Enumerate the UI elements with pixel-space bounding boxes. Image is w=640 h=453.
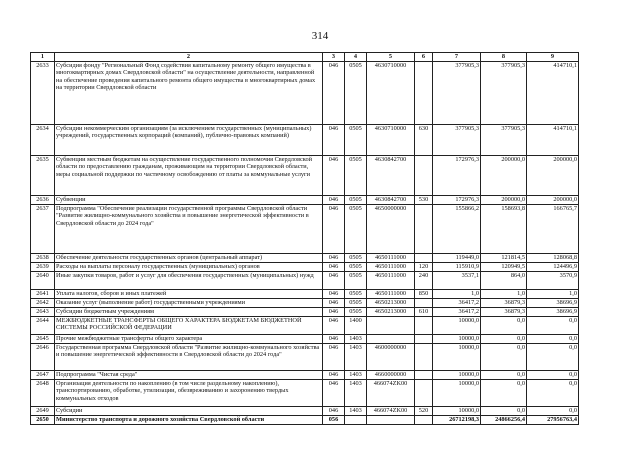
- code-cell: 850: [415, 289, 433, 298]
- row-number-cell: 2641: [31, 289, 55, 298]
- amount-cell: 3537,1: [433, 271, 481, 289]
- amount-cell: 38696,9: [527, 307, 579, 316]
- code-cell: 1403: [345, 343, 367, 370]
- amount-cell: 124496,9: [527, 262, 579, 271]
- code-cell: 4630710000: [367, 124, 415, 155]
- table-row: [31, 370, 579, 379]
- row-name-cell: Прочие межбюджетные трансферты общего характера: [55, 334, 323, 343]
- amount-cell: 38696,9: [527, 298, 579, 307]
- code-cell: 046: [323, 195, 345, 204]
- row-number-cell: 2633: [31, 61, 55, 124]
- amount-cell: 0,0: [481, 379, 527, 406]
- code-cell: 0505: [345, 262, 367, 271]
- table-row: [31, 253, 579, 262]
- code-cell: 4650111000: [367, 289, 415, 298]
- code-cell: 046: [323, 204, 345, 253]
- code-cell: [415, 370, 433, 379]
- table-body: [31, 61, 579, 424]
- row-number-cell: 2639: [31, 262, 55, 271]
- row-name-cell: Уплата налогов, сборов и иных платежей: [55, 289, 323, 298]
- code-cell: 4630842700: [367, 195, 415, 204]
- amount-cell: 36417,2: [433, 298, 481, 307]
- amount-cell: 0,0: [527, 379, 579, 406]
- code-cell: [415, 253, 433, 262]
- row-number-cell: 2650: [31, 415, 55, 424]
- code-cell: 4650111000: [367, 253, 415, 262]
- code-cell: 046: [323, 316, 345, 334]
- amount-cell: 200000,0: [527, 155, 579, 195]
- amount-cell: 0,0: [481, 334, 527, 343]
- amount-cell: 1,0: [433, 289, 481, 298]
- row-name-cell: Субсидия фонду "Региональный Фонд содействия капитальному ремонту общего имущества в многоквартирных домах Свердловской области" на осуществление деятельности, направленной на обеспечение проведения капитального ремонта общего имущества в многоквартирных домах на территории Свердловской области: [55, 61, 323, 124]
- code-cell: 0505: [345, 298, 367, 307]
- amount-cell: 0,0: [527, 343, 579, 370]
- code-cell: 046: [323, 298, 345, 307]
- code-cell: 046: [323, 271, 345, 289]
- row-number-cell: 2638: [31, 253, 55, 262]
- column-header: 5: [367, 53, 415, 62]
- code-cell: 0505: [345, 289, 367, 298]
- row-number-cell: 2636: [31, 195, 55, 204]
- code-cell: 4660000000: [367, 370, 415, 379]
- code-cell: [415, 316, 433, 334]
- code-cell: 1403: [345, 370, 367, 379]
- table-row: [31, 289, 579, 298]
- amount-cell: 10000,0: [433, 334, 481, 343]
- budget-table: [30, 52, 579, 425]
- row-name-cell: Иные закупки товаров, работ и услуг для обеспечения государственных (муниципальных) нужд: [55, 271, 323, 289]
- amount-cell: 377905,3: [481, 124, 527, 155]
- row-name-cell: Государственная программа Свердловской области "Развитие жилищно-коммунального хозяйства и повышение энергетической эффективности в Свердловской области до 2024 года": [55, 343, 323, 370]
- amount-cell: 414710,1: [527, 124, 579, 155]
- code-cell: 046: [323, 406, 345, 415]
- table-row: [31, 415, 579, 424]
- code-cell: 046: [323, 379, 345, 406]
- column-header: 3: [323, 53, 345, 62]
- table-row: [31, 343, 579, 370]
- row-number-cell: 2644: [31, 316, 55, 334]
- amount-cell: 10000,0: [433, 343, 481, 370]
- column-header: 7: [433, 53, 481, 62]
- code-cell: 056: [323, 415, 345, 424]
- row-number-cell: 2634: [31, 124, 55, 155]
- code-cell: 046: [323, 262, 345, 271]
- row-number-cell: 2635: [31, 155, 55, 195]
- amount-cell: 36417,2: [433, 307, 481, 316]
- amount-cell: 128068,8: [527, 253, 579, 262]
- code-cell: [415, 61, 433, 124]
- code-cell: [415, 298, 433, 307]
- code-cell: 0505: [345, 195, 367, 204]
- amount-cell: 200000,0: [481, 155, 527, 195]
- code-cell: 046: [323, 289, 345, 298]
- code-cell: 1400: [345, 316, 367, 334]
- row-number-cell: 2647: [31, 370, 55, 379]
- row-name-cell: МЕЖБЮДЖЕТНЫЕ ТРАНСФЕРТЫ ОБЩЕГО ХАРАКТЕРА БЮДЖЕТАМ БЮДЖЕТНОЙ СИСТЕМЫ РОССИЙСКОЙ ФЕДЕРАЦИИ: [55, 316, 323, 334]
- code-cell: 046: [323, 124, 345, 155]
- code-cell: 4650213000: [367, 307, 415, 316]
- code-cell: 0505: [345, 253, 367, 262]
- row-name-cell: Оказание услуг (выполнение работ) государственными учреждениями: [55, 298, 323, 307]
- code-cell: [367, 316, 415, 334]
- table-row: [31, 298, 579, 307]
- code-cell: 0505: [345, 204, 367, 253]
- table-row: [31, 379, 579, 406]
- code-cell: [367, 334, 415, 343]
- code-cell: 1403: [345, 334, 367, 343]
- table-row: [31, 316, 579, 334]
- header-row: [31, 53, 579, 62]
- amount-cell: 414710,1: [527, 61, 579, 124]
- code-cell: [415, 379, 433, 406]
- code-cell: 4650213000: [367, 298, 415, 307]
- amount-cell: 119449,0: [433, 253, 481, 262]
- row-name-cell: Министерство транспорта и дорожного хозяйства Свердловской области: [55, 415, 323, 424]
- table-row: [31, 271, 579, 289]
- amount-cell: 0,0: [527, 316, 579, 334]
- amount-cell: 120949,5: [481, 262, 527, 271]
- amount-cell: 0,0: [527, 334, 579, 343]
- amount-cell: 1,0: [527, 289, 579, 298]
- amount-cell: 0,0: [481, 316, 527, 334]
- amount-cell: 10000,0: [433, 316, 481, 334]
- amount-cell: 121814,5: [481, 253, 527, 262]
- code-cell: 4650111000: [367, 262, 415, 271]
- code-cell: [415, 343, 433, 370]
- table-row: [31, 124, 579, 155]
- amount-cell: 27956763,4: [527, 415, 579, 424]
- table-row: [31, 406, 579, 415]
- column-header: 2: [55, 53, 323, 62]
- amount-cell: 158693,8: [481, 204, 527, 253]
- code-cell: 466074ZK00: [367, 379, 415, 406]
- code-cell: 046: [323, 61, 345, 124]
- code-cell: 530: [415, 195, 433, 204]
- row-number-cell: 2640: [31, 271, 55, 289]
- table-row: [31, 334, 579, 343]
- row-number-cell: 2649: [31, 406, 55, 415]
- code-cell: [345, 415, 367, 424]
- amount-cell: 0,0: [527, 406, 579, 415]
- code-cell: 610: [415, 307, 433, 316]
- amount-cell: 864,0: [481, 271, 527, 289]
- code-cell: 0505: [345, 61, 367, 124]
- amount-cell: 200000,0: [527, 195, 579, 204]
- amount-cell: 26712198,3: [433, 415, 481, 424]
- row-name-cell: Субсидии бюджетным учреждениям: [55, 307, 323, 316]
- row-number-cell: 2645: [31, 334, 55, 343]
- row-number-cell: 2643: [31, 307, 55, 316]
- row-name-cell: Субсидии: [55, 406, 323, 415]
- amount-cell: 0,0: [527, 370, 579, 379]
- code-cell: 466074ZK00: [367, 406, 415, 415]
- amount-cell: 36879,3: [481, 298, 527, 307]
- code-cell: 4650111000: [367, 271, 415, 289]
- row-name-cell: Подпрограмма "Чистая среда": [55, 370, 323, 379]
- code-cell: 0505: [345, 155, 367, 195]
- code-cell: 520: [415, 406, 433, 415]
- amount-cell: 115910,9: [433, 262, 481, 271]
- amount-cell: 200000,0: [481, 195, 527, 204]
- code-cell: [367, 415, 415, 424]
- code-cell: 046: [323, 307, 345, 316]
- row-number-cell: 2642: [31, 298, 55, 307]
- code-cell: 0505: [345, 271, 367, 289]
- table-row: [31, 155, 579, 195]
- row-name-cell: Субсидии некоммерческим организациям (за исключением государственных (муниципальных) учреждений, государственных корпораций (компаний), публично-правовых компаний): [55, 124, 323, 155]
- row-name-cell: Субвенции: [55, 195, 323, 204]
- code-cell: 120: [415, 262, 433, 271]
- row-number-cell: 2637: [31, 204, 55, 253]
- code-cell: 1403: [345, 406, 367, 415]
- code-cell: 046: [323, 343, 345, 370]
- code-cell: [415, 204, 433, 253]
- code-cell: 1403: [345, 379, 367, 406]
- amount-cell: 10000,0: [433, 379, 481, 406]
- table-row: [31, 204, 579, 253]
- amount-cell: 1,0: [481, 289, 527, 298]
- amount-cell: 166765,7: [527, 204, 579, 253]
- code-cell: 4650000000: [367, 204, 415, 253]
- amount-cell: 377905,3: [433, 124, 481, 155]
- code-cell: 240: [415, 271, 433, 289]
- code-cell: 046: [323, 334, 345, 343]
- amount-cell: 10000,0: [433, 406, 481, 415]
- code-cell: 046: [323, 253, 345, 262]
- amount-cell: 377905,3: [433, 61, 481, 124]
- table-row: [31, 195, 579, 204]
- column-header: 9: [527, 53, 579, 62]
- table-row: [31, 307, 579, 316]
- code-cell: 4630710000: [367, 61, 415, 124]
- amount-cell: 172976,3: [433, 195, 481, 204]
- amount-cell: 10000,0: [433, 370, 481, 379]
- code-cell: [415, 334, 433, 343]
- column-header: 1: [31, 53, 55, 62]
- amount-cell: 377905,3: [481, 61, 527, 124]
- code-cell: 0505: [345, 124, 367, 155]
- amount-cell: 0,0: [481, 370, 527, 379]
- row-number-cell: 2646: [31, 343, 55, 370]
- column-header: 6: [415, 53, 433, 62]
- amount-cell: 24866256,4: [481, 415, 527, 424]
- code-cell: 046: [323, 155, 345, 195]
- row-name-cell: Обеспечение деятельности государственных органов (центральный аппарат): [55, 253, 323, 262]
- row-number-cell: 2648: [31, 379, 55, 406]
- amount-cell: 0,0: [481, 343, 527, 370]
- code-cell: 0505: [345, 307, 367, 316]
- amount-cell: 3570,9: [527, 271, 579, 289]
- code-cell: 4600000000: [367, 343, 415, 370]
- amount-cell: 155866,2: [433, 204, 481, 253]
- row-name-cell: Расходы на выплаты персоналу государственных (муниципальных) органов: [55, 262, 323, 271]
- table-row: [31, 61, 579, 124]
- amount-cell: 172976,3: [433, 155, 481, 195]
- code-cell: 630: [415, 124, 433, 155]
- row-name-cell: Подпрограмма "Обеспечение реализации государственной программы Свердловской области "Развитие жилищно-коммунального хозяйства и повышение энергетической эффективности в Свердловской области до 2024 года": [55, 204, 323, 253]
- row-name-cell: Субвенции местным бюджетам на осуществление государственного полномочия Свердловской области по предоставлению гражданам, проживающим на территории Свердловской области, меры социальной поддержки по частичному освобождению от платы за коммунальные услуги: [55, 155, 323, 195]
- amount-cell: 36879,3: [481, 307, 527, 316]
- row-name-cell: Организация деятельности по накоплению (в том числе раздельному накоплению), транспортированию, обработке, утилизации, обезвреживанию и захоронению твердых коммунальных отходов: [55, 379, 323, 406]
- table-row: [31, 262, 579, 271]
- code-cell: [415, 155, 433, 195]
- amount-cell: 0,0: [481, 406, 527, 415]
- code-cell: 4630842700: [367, 155, 415, 195]
- column-header: 4: [345, 53, 367, 62]
- code-cell: 046: [323, 370, 345, 379]
- page-number: 314: [311, 30, 329, 42]
- column-header: 8: [481, 53, 527, 62]
- code-cell: [415, 415, 433, 424]
